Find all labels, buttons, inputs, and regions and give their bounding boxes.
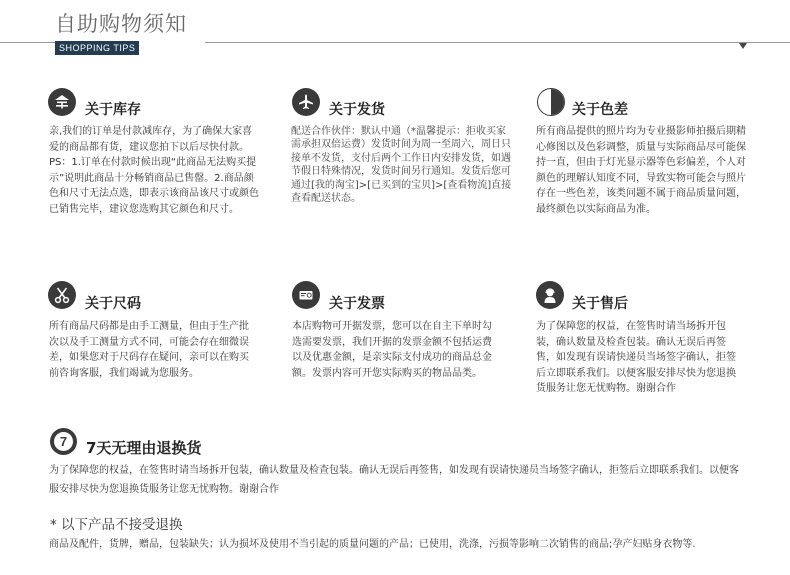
return-policy-title: 7天无理由退换货 bbox=[86, 439, 202, 457]
section-title-size: 关于尺码 bbox=[85, 296, 141, 312]
section-text-color: 所有商品提供的照片均为专业摄影师拍摄后期精心修图以及色彩调整，质量与实际商品尽可能保持一直，但由于灯光显示器等色彩偏差，个人对颜色的理解认知度不同，导致实物可能会与照片存在一些色差，该类问题不属于商品质量问题，最终颜色以实际商品为准。 bbox=[536, 126, 746, 215]
section-text-after-sales: 为了保障您的权益，在签售时请当场拆开包装，确认数量及检查包装。确认无误后再签售，如发现有误请快递员当场签字确认，拒签后立即联系我们。以便客服安排尽快为您退换货服务让您无忧购物。谢谢合作 bbox=[536, 321, 736, 394]
section-title-shipping: 关于发货 bbox=[329, 102, 385, 118]
half-circle-icon bbox=[537, 88, 565, 116]
exclusions-text: 商品及配件，货牌，赠品，包装缺失；认为损坏及使用不当引起的质量问题的产品；已使用，洗涤，污损等影响二次销售的商品;孕产妇贴身衣物等. bbox=[49, 539, 696, 550]
scissors-icon bbox=[48, 281, 76, 309]
section-title-stock: 关于库存 bbox=[85, 102, 141, 118]
invoice-icon bbox=[292, 281, 320, 309]
stock-icon bbox=[48, 88, 76, 116]
return-policy-text: 为了保障您的权益，在签售时请当场拆开包装，确认数量及检查包装。确认无误后再签售，如发现有误请快递员当场签字确认，拒签后立即联系我们。以便客服安排尽快为您退换货服务让您无忧购物。谢谢合作 bbox=[49, 465, 739, 495]
section-text-invoice: 本店购物可开据发票，您可以在自主下单时勾选需要发票，我们开据的发票金额不包括运费以及优惠金额，是亲实际支付成功的商品总金额。发票内容可开您实际购买的物品品类。 bbox=[292, 321, 492, 379]
section-text-shipping: 配送合作伙伴：默认中通（*温馨提示：拒收买家需承担双倍运费）发货时间为周一至周六，周日只接单不发货，支付后两个工作日内安排发货，如遇节假日特殊情况，发货时间另行通知。发货后您可通过[我的淘宝]>[已买到的宝贝]>[查看物流]直接查看配送状态。 bbox=[291, 126, 512, 205]
triangle-down-icon bbox=[739, 43, 747, 49]
header-divider-right bbox=[205, 42, 790, 43]
section-title-invoice: 关于发票 bbox=[329, 296, 385, 312]
section-text-size: 所有商品尺码都是由手工测量，但由于生产批次以及手工测量方式不同，可能会存在细微误差，如果您对于尺码存在疑问，亲可以在购买前咨询客服，我们竭诚为您服务。 bbox=[49, 321, 249, 379]
header-divider-left bbox=[0, 42, 55, 43]
seven-day-badge-number: 7 bbox=[54, 432, 73, 451]
airplane-icon bbox=[292, 88, 320, 116]
section-title-after-sales: 关于售后 bbox=[572, 296, 628, 312]
section-text-stock: 亲,我们的订单是付款减库存，为了确保大家喜爱的商品都有货，建议您拍下以后尽快付款。PS：1.订单在付款时候出现“此商品无法购买提示”说明此商品十分畅销商品已售罄。2.商品颜色和尺寸无法点选，即表示该商品该尺寸或颜色已销售完毕，建议您选购其它颜色和尺寸。 bbox=[49, 126, 259, 215]
shopping-tips-tag: SHOPPING TIPS bbox=[55, 41, 139, 55]
exclusions-title: * 以下产品不接受退换 bbox=[50, 517, 183, 533]
page-title: 自助购物须知 bbox=[55, 12, 187, 36]
section-title-color: 关于色差 bbox=[572, 102, 628, 118]
seven-day-badge-icon bbox=[50, 428, 77, 455]
service-agent-icon bbox=[536, 281, 564, 309]
